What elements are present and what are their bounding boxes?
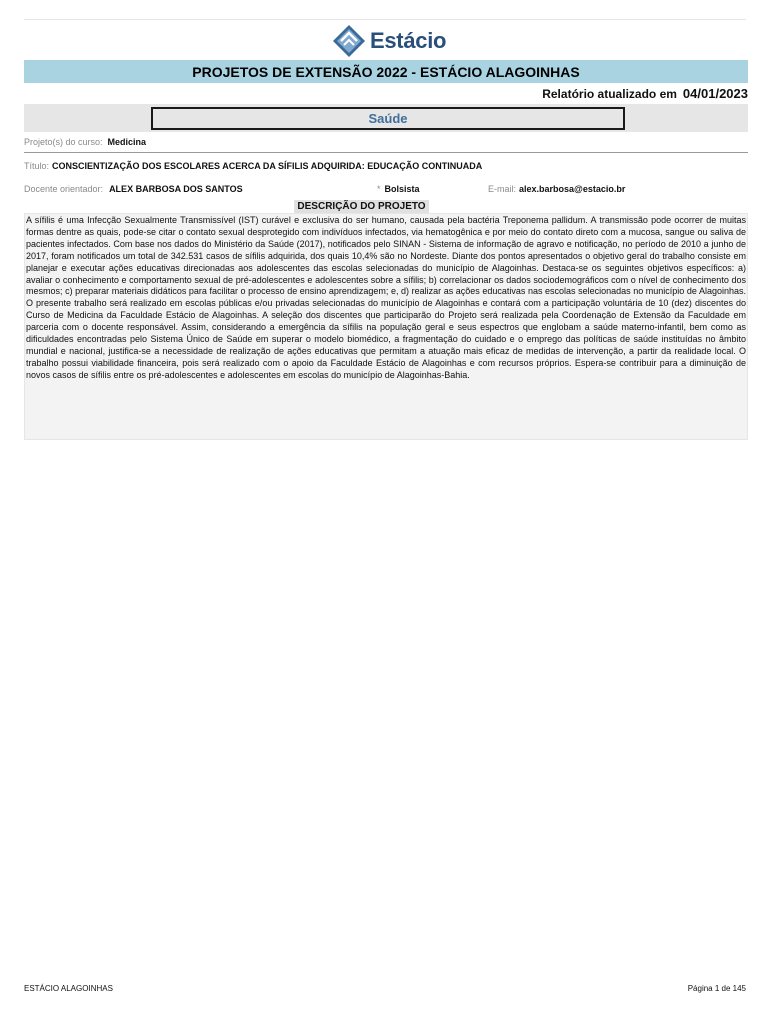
email-label: E-mail: bbox=[488, 184, 517, 194]
advisor-row bbox=[24, 184, 243, 194]
course-divider bbox=[24, 152, 748, 153]
page-title: PROJETOS DE EXTENSÃO 2022 - ESTÁCIO ALAGOINHAS bbox=[24, 60, 748, 83]
report-updated-label: Relatório atualizado em bbox=[542, 87, 677, 101]
logo-text: Estácio bbox=[370, 28, 447, 53]
page-number: Página 1 de 145 bbox=[687, 984, 746, 993]
footer-institution: ESTÁCIO ALAGOINHAS bbox=[24, 984, 113, 993]
report-updated-date: 04/01/2023 bbox=[682, 86, 748, 101]
estacio-logo bbox=[332, 24, 446, 58]
area-name: Saúde bbox=[151, 107, 625, 130]
project-title: CONSCIENTIZAÇÃO DOS ESCOLARES ACERCA DA SÍFILIS ADQUIRIDA: EDUCAÇÃO CONTINUADA bbox=[52, 161, 483, 171]
email-row bbox=[488, 184, 625, 194]
advisor-label: Docente orientador: bbox=[24, 184, 104, 194]
course-value: Medicina bbox=[107, 137, 147, 147]
top-divider bbox=[24, 19, 746, 20]
description-text: A sífilis é uma Infecção Sexualmente Transmissível (IST) curável e exclusiva do ser humano, causada pela bactéria Treponema pallidum. A transmissão pode ocorrer de muitas formas dentre as quais, pode-se citar o contato sexual desprotegido com indivíduos infectados, via hematogênica e por meio do contato direto com a mucosa, sangue ou saliva de pacientes infectados. Com base nos dados do Ministério da Saúde (2017), notificados pelo SINAN - Sistema de informação de agravo e notificação, no período de 2010 a junho de 2017, foram notificados um total de 342.531 casos de sífilis adquirida, dos quais 10,4% são no Nordeste. Diante dos pontos apresentados o objetivo geral do trabalho consiste em planejar e executar ações educativas direcionadas aos adolescentes das escolas selecionadas do município de Alagoinhas. Destaca-se os seguintes objetivos específicos: a) avaliar o conhecimento e comportamento sexual de pré-adolescentes e adolescentes sobre a sífilis; b) correlacionar os dados sociodemográficos com o nível de conhecimento dos mesmos; c) preparar materiais didáticos para facilitar o processo de ensino aprendizagem; e, d) realizar as ações educativas nas escolas selecionadas no município de Alagoinhas. O presente trabalho será realizado em escolas públicas e/ou privadas selecionadas do município de Alagoinhas e contará com a participação voluntária de 10 (dez) discentes do Curso de Medicina da Faculdade Estácio de Alagoinhas. A seleção dos discentes que participarão do Projeto será realizada pela Coordenação de Extensão da Faculdade em parceria com o docente responsável. Assim, considerando a emergência da sífilis na população geral e seus espectros que englobam a saúde materno-infantil, bem como as dificuldades encontradas pelo Sistema Único de Saúde em superar o modelo biomédico, a fragmentação do cuidado e o emprego das políticas de saúde instituídas no âmbito mundial e nacional, justifica-se a necessidade de realização de ações educativas que permitam a atuação mais eficaz de medidas de intervenção, a partir da realidade local. O trabalho possui viabilidade financeira, pois será realizado com o apoio da Faculdade Estácio de Alagoinhas e com recursos próprios. Espera-se contribuir para a diminuição de novos casos de sífilis entre os pré-adolescentes e adolescentes em escolas do município de Alagoinhas-Bahia. bbox=[24, 213, 748, 440]
report-updated bbox=[542, 86, 748, 101]
email-link[interactable]: alex.barbosa@estacio.br bbox=[519, 184, 626, 194]
description-heading: DESCRIÇÃO DO PROJETO bbox=[294, 200, 429, 213]
advisor-name: ALEX BARBOSA DOS SANTOS bbox=[109, 184, 243, 194]
estacio-diamond-icon bbox=[332, 24, 366, 58]
title-row bbox=[24, 161, 482, 171]
scholarship-row bbox=[377, 184, 420, 194]
scholarship-mark: * bbox=[377, 184, 381, 194]
course-label: Projeto(s) do curso: bbox=[24, 137, 103, 147]
scholarship-value: Bolsista bbox=[384, 184, 420, 194]
course-row bbox=[24, 137, 146, 147]
title-label: Título: bbox=[24, 161, 50, 171]
